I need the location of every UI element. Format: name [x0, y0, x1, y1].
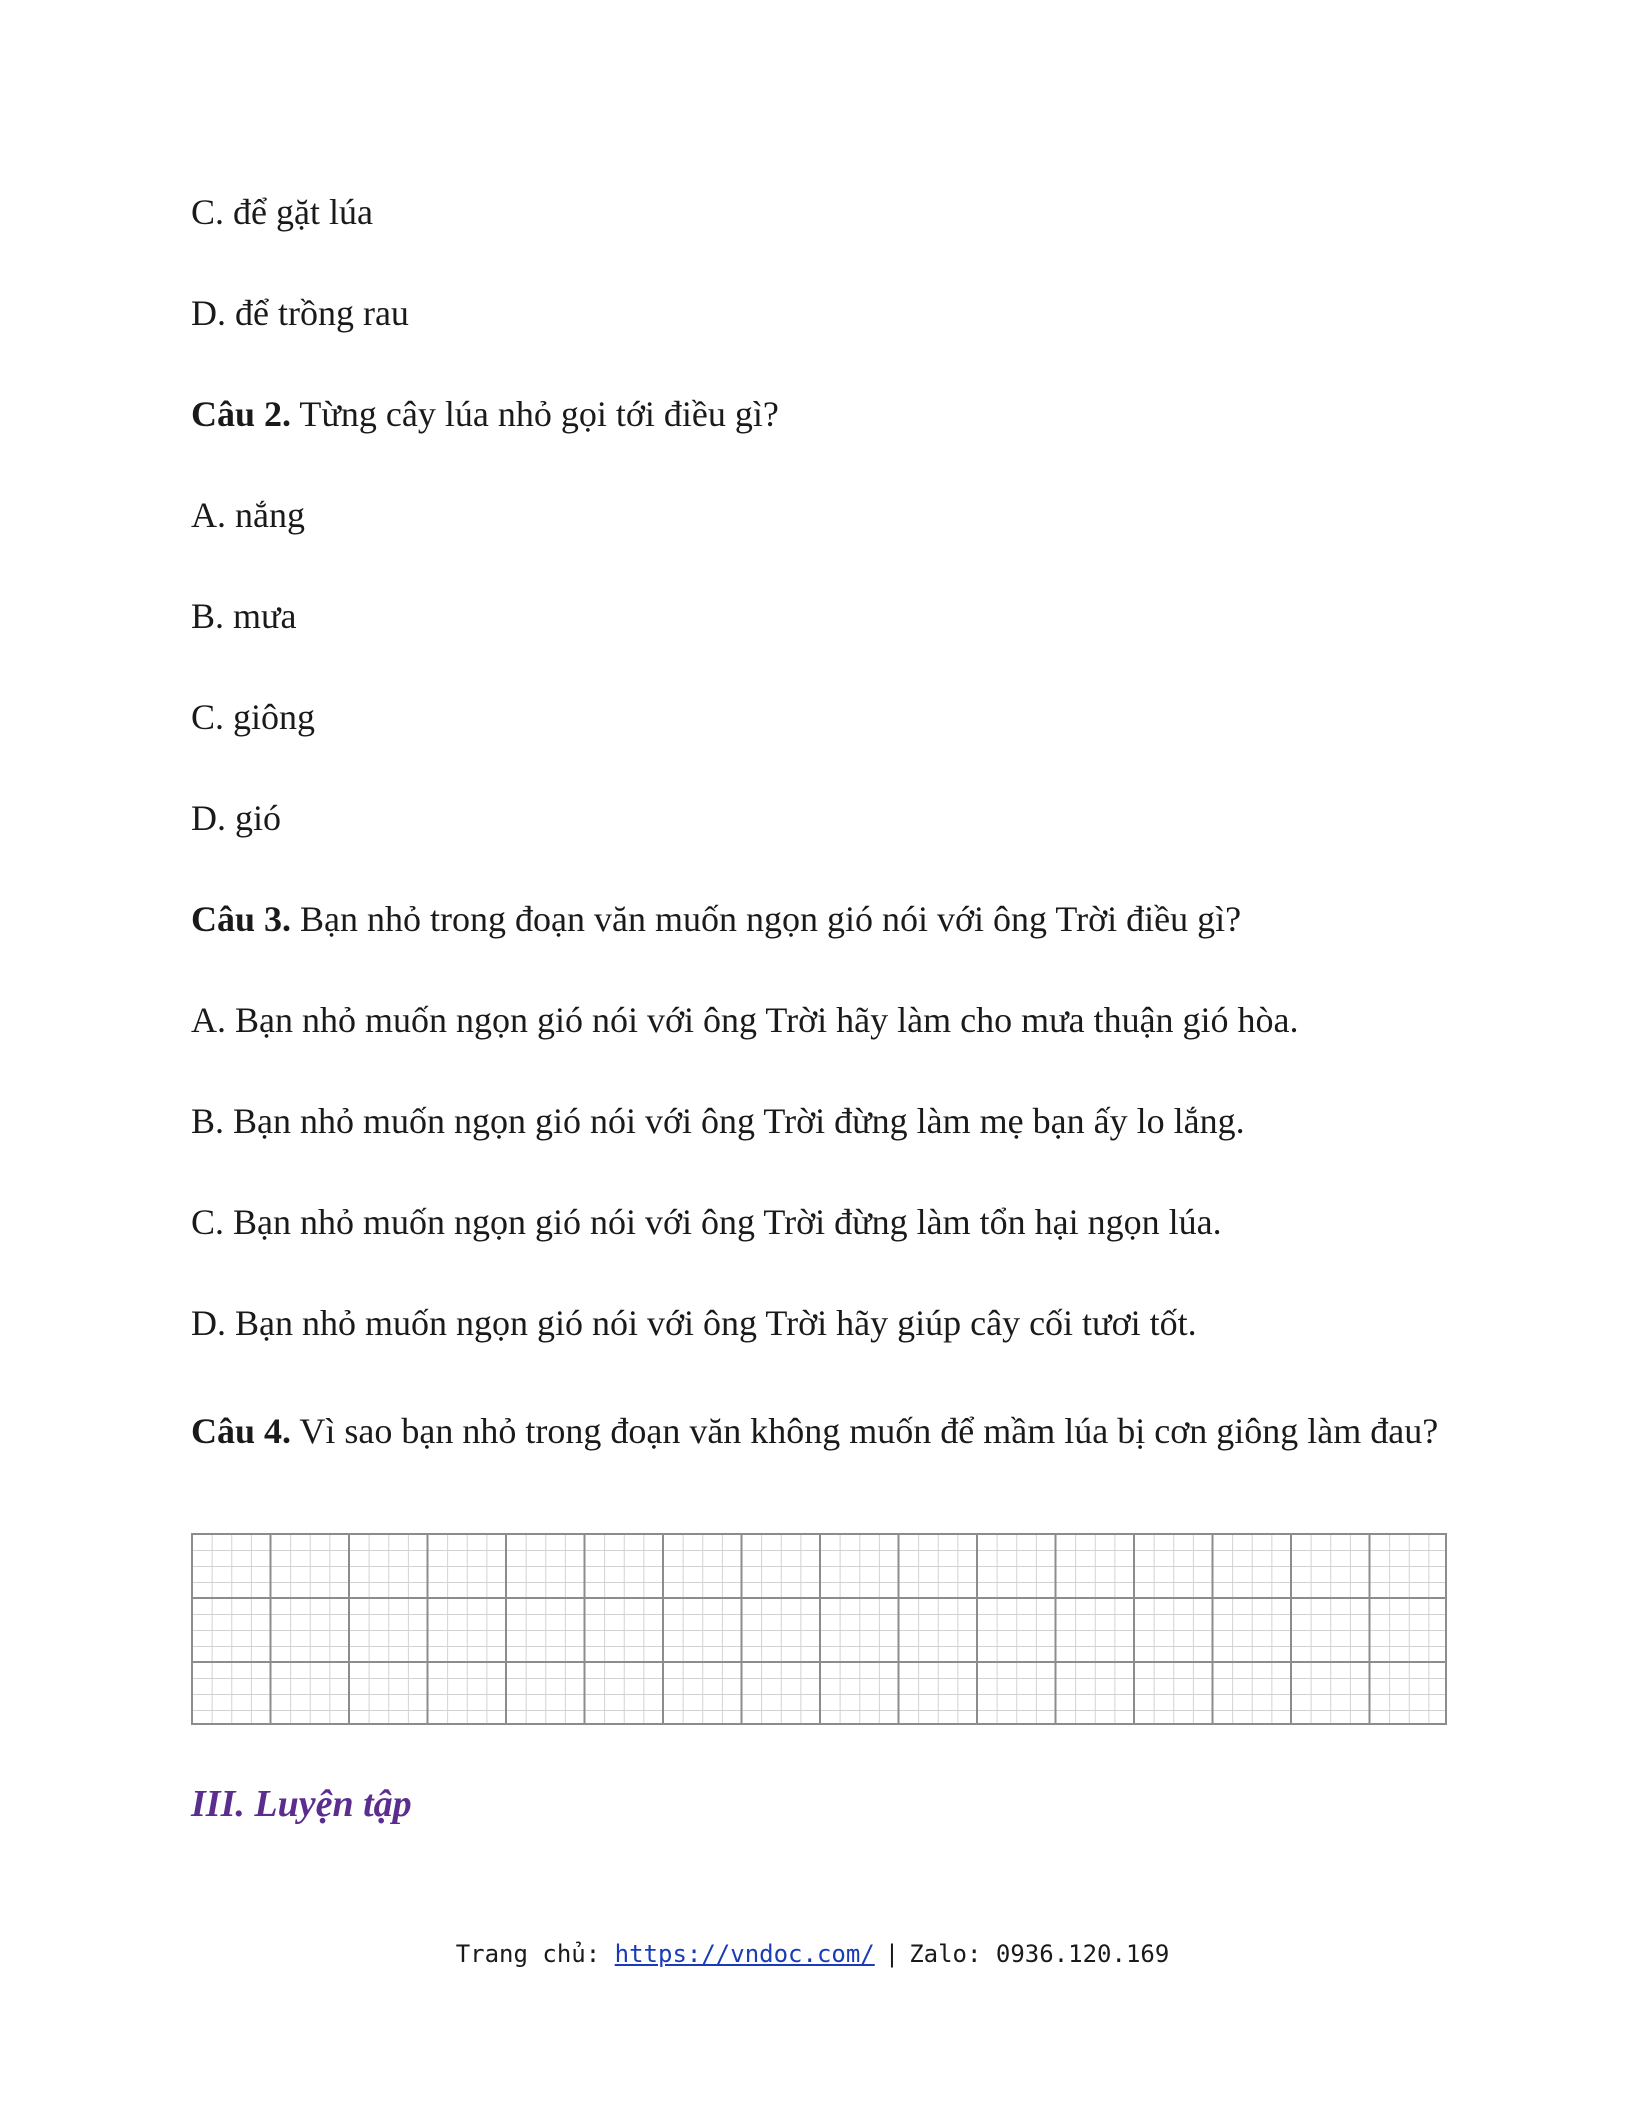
question-3-text: Bạn nhỏ trong đoạn văn muốn ngọn gió nói với ông Trời điều gì?: [291, 899, 1242, 939]
handwriting-grid[interactable]: [191, 1533, 1447, 1725]
question-4-label: Câu 4.: [191, 1411, 292, 1451]
footer-zalo: Zalo: 0936.120.169: [909, 1940, 1170, 1968]
question-2: [191, 392, 779, 436]
footer-separator: |: [884, 1940, 900, 1968]
q2-option-a: A. nắng: [191, 495, 305, 535]
footer-homepage-link[interactable]: https://vndoc.com/: [614, 1940, 875, 1968]
question-3-label: Câu 3.: [191, 899, 292, 939]
q3-option-b: B. Bạn nhỏ muốn ngọn gió nói với ông Trời đừng làm mẹ bạn ấy lo lắng.: [191, 1101, 1245, 1141]
footer-prefix: Trang chủ:: [455, 1940, 615, 1968]
q3-option-c: C. Bạn nhỏ muốn ngọn gió nói với ông Trời đừng làm tổn hại ngọn lúa.: [191, 1202, 1222, 1242]
question-4: [191, 1400, 1447, 1462]
question-2-label: Câu 2.: [191, 394, 292, 434]
page-footer: [0, 1940, 1625, 1968]
question-4-text: Vì sao bạn nhỏ trong đoạn văn không muốn để mầm lúa bị cơn giông làm đau?: [291, 1411, 1439, 1451]
question-3: [191, 897, 1241, 941]
q1-option-c: C. để gặt lúa: [191, 192, 373, 232]
q2-option-b: B. mưa: [191, 596, 297, 636]
q3-option-d: D. Bạn nhỏ muốn ngọn gió nói với ông Trời hãy giúp cây cối tươi tốt.: [191, 1303, 1197, 1343]
q2-option-c: C. giông: [191, 697, 316, 737]
q1-option-d: D. để trồng rau: [191, 293, 409, 333]
q3-option-a: A. Bạn nhỏ muốn ngọn gió nói với ông Trời hãy làm cho mưa thuận gió hòa.: [191, 1000, 1299, 1040]
question-2-text: Từng cây lúa nhỏ gọi tới điều gì?: [291, 394, 779, 434]
q2-option-d: D. gió: [191, 798, 281, 838]
section-heading: III. Luyện tập: [191, 1783, 412, 1825]
